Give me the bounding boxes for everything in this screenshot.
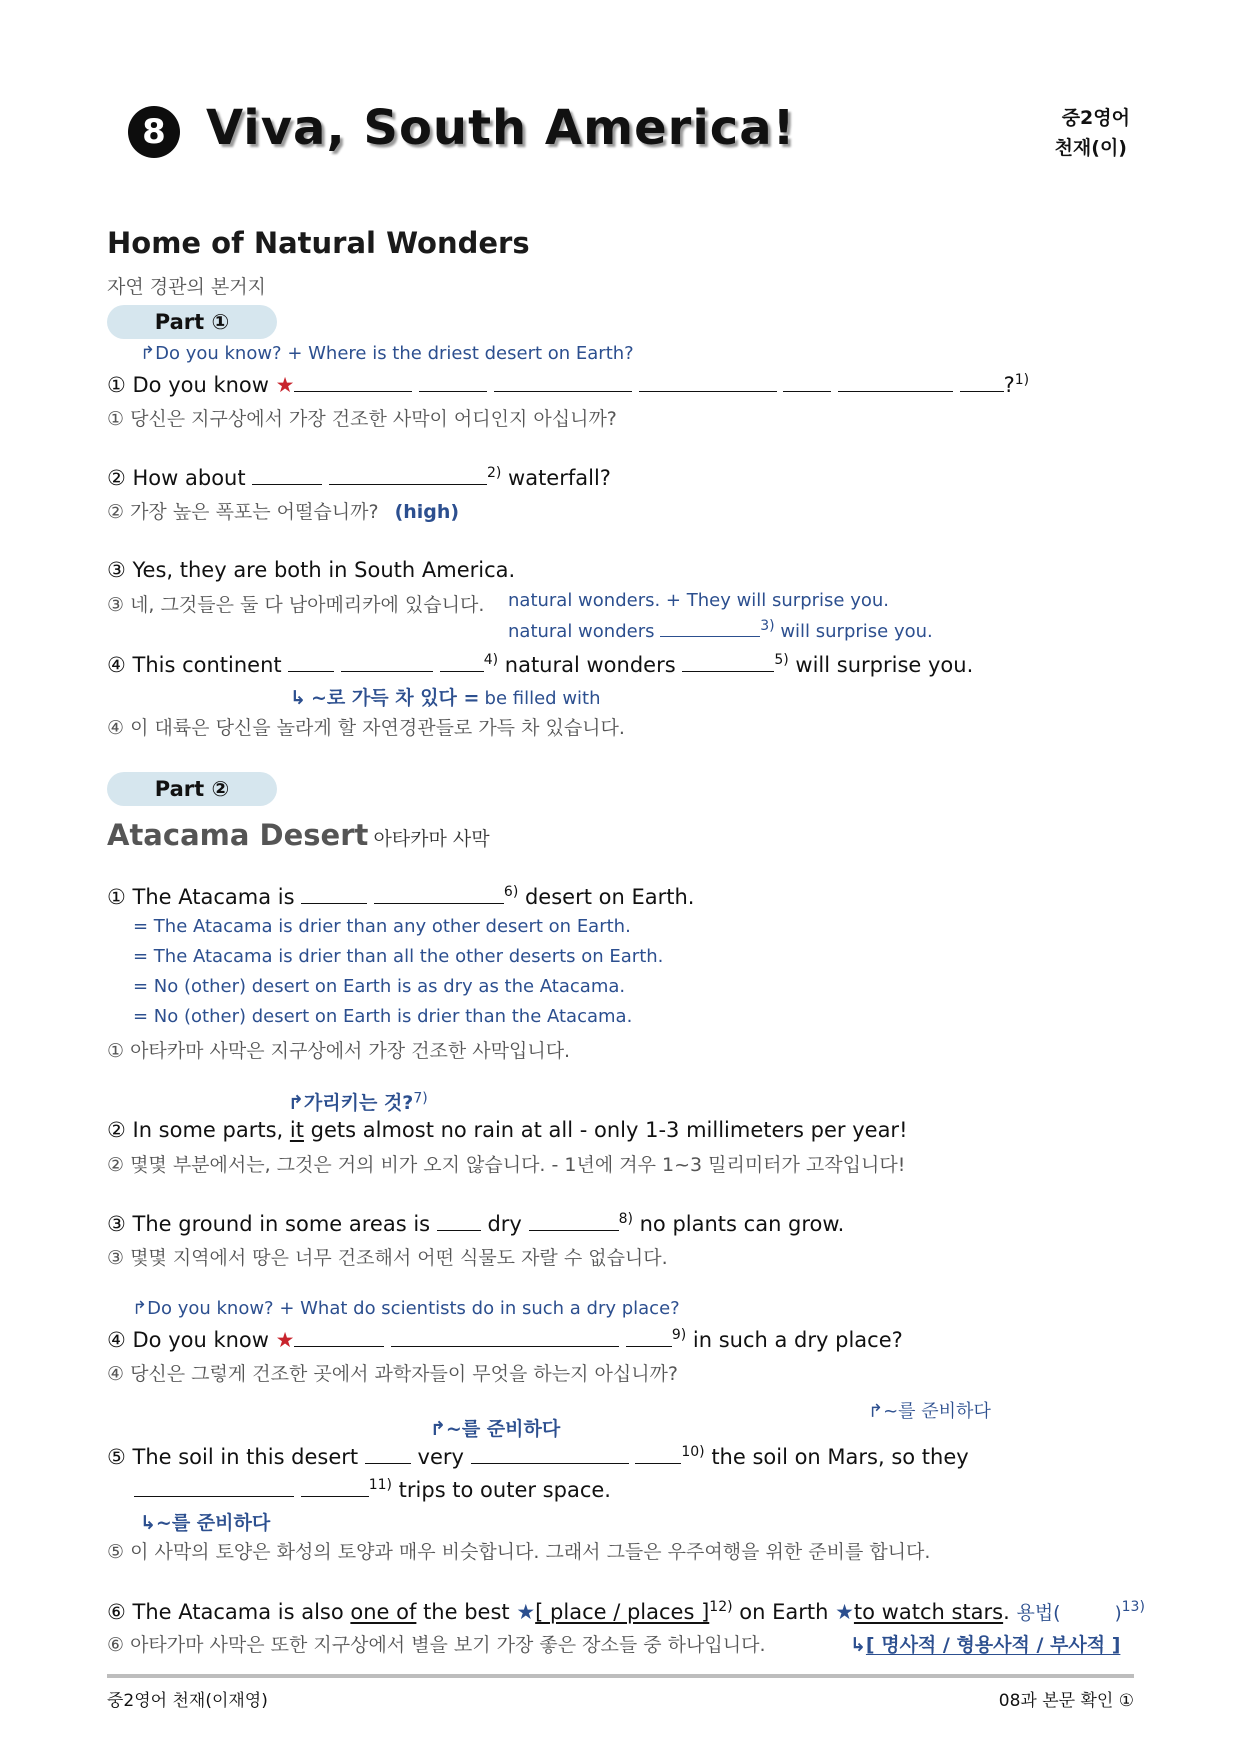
lesson-number-badge: 8 (128, 106, 180, 158)
arrow-icon: ↱ (288, 1092, 304, 1114)
translation-1: ① 당신은 지구상에서 가장 건조한 사막이 어디인지 아십니까? (107, 408, 617, 430)
footer-divider (107, 1674, 1134, 1678)
translation-6: ② 몇몇 부분에서는, 그것은 거의 비가 오지 않습니다. - 1년에 겨우 1~3 밀리미터가 고작입니다! (107, 1154, 906, 1176)
star-icon: ★ (835, 1600, 854, 1624)
hint-line: natural wonders. + They will surprise you. (508, 590, 890, 611)
sentence-9-line-1: ⑤ The soil in this desert very $^{10)}$ the soil on Mars, so they (107, 1444, 969, 1469)
footnote-marker: 13) (1121, 1599, 1145, 1615)
arrow-icon: ↳ (850, 1634, 866, 1656)
section-subtitle: 자연 경관의 본거지 (107, 276, 266, 298)
answer-blank[interactable] (374, 884, 504, 904)
idiom-hint: ↳~를 준비하다 (140, 1512, 271, 1534)
footnote-marker: 10) (681, 1444, 705, 1460)
answer-blank[interactable] (301, 884, 367, 904)
answer-blank[interactable] (134, 1477, 294, 1497)
answer-blank[interactable] (639, 372, 777, 392)
answer-blank[interactable] (682, 652, 774, 672)
part-2-label: Part ② (107, 772, 277, 806)
answer-blank[interactable] (341, 652, 433, 672)
equivalent-sentence: = The Atacama is drier than any other desert on Earth. (133, 916, 631, 937)
answer-blank[interactable] (440, 652, 484, 672)
answer-blank[interactable] (437, 1211, 481, 1231)
idiom-hint: ↱~를 준비하다 (430, 1418, 561, 1440)
footer-left: 중2영어 천재(이재영) (107, 1691, 268, 1711)
answer-blank[interactable] (626, 1327, 672, 1347)
usage-options: ↳[ 명사적 / 형용사적 / 부사적 ] (850, 1634, 1121, 1656)
sentence-4: ④ This continent $^{4)}$ natural wonders $^{5)}$ will surprise you. (107, 652, 974, 677)
answer-blank[interactable] (529, 1211, 619, 1231)
translation-5: ① 아타카마 사막은 지구상에서 가장 건조한 사막입니다. (107, 1040, 571, 1062)
sentence-7: ③ The ground in some areas is dry $^{8)}$ no plants can grow. (107, 1211, 845, 1236)
answer-blank[interactable] (960, 372, 1004, 392)
translation-9: ⑤ 이 사막의 토양은 화성의 토양과 매우 비슷합니다. 그래서 그들은 우주여행을 위한 준비를 합니다. (107, 1541, 931, 1563)
word-choice[interactable]: [ place / places ] (535, 1600, 710, 1624)
footnote-marker: 1) (1014, 372, 1030, 388)
idiom-hint: ↳ ~로 가득 차 있다 = be filled with (290, 687, 601, 709)
hint-line: natural wonders $^{3)}$ will surprise you. (508, 618, 933, 642)
arrow-icon: ↱ (868, 1401, 884, 1422)
pronoun-hint: ↱가리키는 것?7) (288, 1090, 428, 1114)
answer-blank[interactable] (365, 1444, 411, 1464)
answer-blank[interactable] (294, 372, 412, 392)
star-icon: ★ (516, 1600, 536, 1624)
arrow-icon: ↳ (140, 1512, 156, 1534)
course-label: 중2영어 (1061, 107, 1130, 129)
part-1-label: Part ① (107, 305, 277, 339)
answer-blank[interactable] (783, 372, 831, 392)
footnote-marker: 3) (760, 618, 775, 634)
equivalent-sentence: = No (other) desert on Earth is drier than the Atacama. (133, 1006, 633, 1027)
answer-blank[interactable] (635, 1444, 681, 1464)
answer-blank[interactable] (294, 1327, 384, 1347)
arrow-icon: ↱ (140, 343, 156, 364)
sentence-5: ① The Atacama is $^{6)}$ desert on Earth. (107, 884, 695, 909)
star-icon: ★ (275, 373, 295, 397)
equivalent-sentence: = The Atacama is drier than all the other deserts on Earth. (133, 946, 664, 967)
footnote-marker: 4) (483, 652, 499, 668)
page-title: Viva, South America! (206, 100, 796, 156)
translation-7: ③ 몇몇 지역에서 땅은 너무 건조해서 어떤 식물도 자랄 수 없습니다. (107, 1247, 668, 1269)
equivalent-sentence: = No (other) desert on Earth is as dry as the Atacama. (133, 976, 626, 997)
footnote-marker: 8) (618, 1211, 633, 1227)
answer-blank[interactable] (419, 372, 487, 392)
translation-4: ④ 이 대륙은 당신을 놀라게 할 자연경관들로 가득 차 있습니다. (107, 717, 625, 739)
footnote-marker: 7) (413, 1090, 428, 1107)
sentence-1: ① Do you know ★ ?$^{1)}$ (107, 372, 1030, 397)
sentence-3: ③ Yes, they are both in South America. (107, 558, 516, 582)
answer-blank[interactable] (391, 1327, 619, 1347)
translation-10: ⑥ 아타가마 사막은 또한 지구상에서 별을 보기 가장 좋은 장소들 중 하나입니다. (107, 1634, 766, 1656)
footnote-marker: 5) (774, 652, 789, 668)
footnote-marker: 11) (368, 1477, 392, 1493)
sentence-10: ⑥ The Atacama is also one of the best ★[ place / places ]$^{12)}$ on Earth ★to watch stars. 용법( )$^{13)}$ (107, 1599, 1145, 1624)
translation-8: ④ 당신은 그렇게 건조한 곳에서 과학자들이 무엇을 하는지 아십니까? (107, 1363, 678, 1385)
sentence-6: ② In some parts, it gets almost no rain at all - only 1-3 millimeters per year! (107, 1118, 908, 1142)
footnote-marker: 6) (503, 884, 519, 900)
sentence-8: ④ Do you know ★ $^{9)}$ in such a dry place? (107, 1327, 903, 1352)
hint-line: ↱Do you know? + Where is the driest desert on Earth? (140, 343, 634, 364)
star-icon: ★ (275, 1328, 295, 1352)
answer-blank[interactable] (329, 465, 487, 485)
footnote-marker: 9) (671, 1327, 687, 1343)
answer-blank[interactable] (471, 1444, 629, 1464)
footnote-marker: 2) (486, 465, 502, 481)
answer-blank[interactable] (660, 620, 760, 637)
hint-line: ↱Do you know? + What do scientists do in such a dry place? (132, 1298, 680, 1319)
arrow-icon: ↳ (290, 687, 306, 709)
idiom-hint: ↱~를 준비하다 (868, 1401, 991, 1422)
answer-blank[interactable] (288, 652, 334, 672)
sentence-2: ② How about $^{2)}$ waterfall? (107, 465, 611, 490)
footnote-marker: 12) (709, 1599, 733, 1615)
answer-blank[interactable] (838, 372, 953, 392)
sentence-9-line-2: $^{11)}$ trips to outer space. (134, 1477, 611, 1502)
translation-3: ③ 네, 그것들은 둘 다 남아메리카에 있습니다. (107, 594, 485, 616)
word-hint: (high) (394, 501, 460, 523)
textbook-label: 천재(이) (1054, 137, 1127, 159)
section-heading: Atacama Desert 아타카마 사막 (107, 818, 490, 852)
answer-blank[interactable] (494, 372, 632, 392)
answer-blank[interactable] (252, 465, 322, 485)
footer-right: 08과 본문 확인 ① (998, 1691, 1134, 1711)
answer-blank[interactable] (301, 1477, 369, 1497)
arrow-icon: ↱ (430, 1418, 446, 1440)
translation-2: ② 가장 높은 폭포는 어떨습니까? (high) (107, 501, 460, 523)
section-title: Home of Natural Wonders (107, 226, 530, 260)
arrow-icon: ↱ (132, 1298, 148, 1319)
